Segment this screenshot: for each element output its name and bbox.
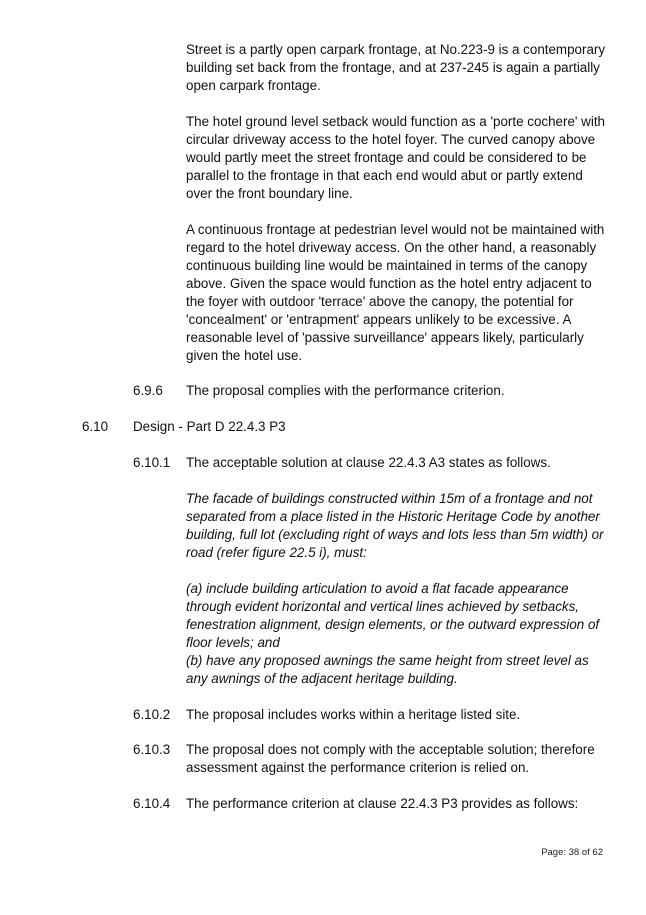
clause-text-6-10-4: The performance criterion at clause 22.4.3 P3 provides as follows:	[186, 796, 579, 811]
quote-paragraph-b: (b) have any proposed awnings the same height from street level as any awnings of the adjacent heritage building.	[186, 653, 589, 686]
intro-paragraph-3: A continuous frontage at pedestrian level would not be maintained with regard to the hotel driveway access. On the other hand, a reasonably continuous building line would be maintained in terms of the canopy above. Given the space would function as the hotel entry adjacent to the foyer with outdoor 'terrace' above the canopy, the potential for 'concealment' or 'entrapment' appears unlikely to be excessive. A reasonable level of 'passive surveillance' appears likely, particularly given the hotel use.	[186, 222, 605, 363]
intro-paragraph-1: Street is a partly open carpark frontage, at No.223-9 is a contemporary building set back from the frontage, and at 237-245 is again a partially open carpark frontage.	[186, 42, 606, 93]
quote-paragraph-a: (a) include building articulation to avoid a flat facade appearance through evident horizontal and vertical lines achieved by setbacks, fenestration alignment, design elements, or the outward expression of floor levels; and	[186, 581, 600, 650]
intro-paragraph-2: The hotel ground level setback would function as a 'porte cochere' with circular driveway access to the hotel foyer. The curved canopy above would partly meet the street frontage and could be considered to be parallel to the frontage in that each end would abut or partly extend over the front boundary line.	[186, 114, 605, 201]
clause-number-6-9-6: 6.9.6	[133, 383, 163, 398]
clause-number-6-10-4: 6.10.4	[133, 796, 171, 811]
section-heading-6-10: Design - Part D 22.4.3 P3	[133, 419, 286, 434]
clause-number-6-10-1: 6.10.1	[133, 455, 171, 470]
quote-paragraph-1: The facade of buildings constructed within 15m of a frontage and not separated from a place listed in the Historic Heritage Code by another building, full lot (excluding right of ways and lots less than 5m width) or road (refer figure 22.5 i), must:	[186, 491, 604, 560]
section-number-6-10: 6.10	[82, 419, 109, 434]
clause-text-6-9-6: The proposal complies with the performance criterion.	[186, 383, 505, 398]
clause-text-6-10-1: The acceptable solution at clause 22.4.3 A3 states as follows.	[186, 455, 551, 470]
clause-text-6-10-3: The proposal does not comply with the acceptable solution; therefore assessment against the performance criterion is relied on.	[186, 742, 595, 775]
clause-text-6-10-2: The proposal includes works within a heritage listed site.	[186, 707, 521, 722]
clause-number-6-10-3: 6.10.3	[133, 742, 171, 757]
page-number: Page: 38 of 62	[541, 847, 603, 858]
clause-number-6-10-2: 6.10.2	[133, 707, 171, 722]
